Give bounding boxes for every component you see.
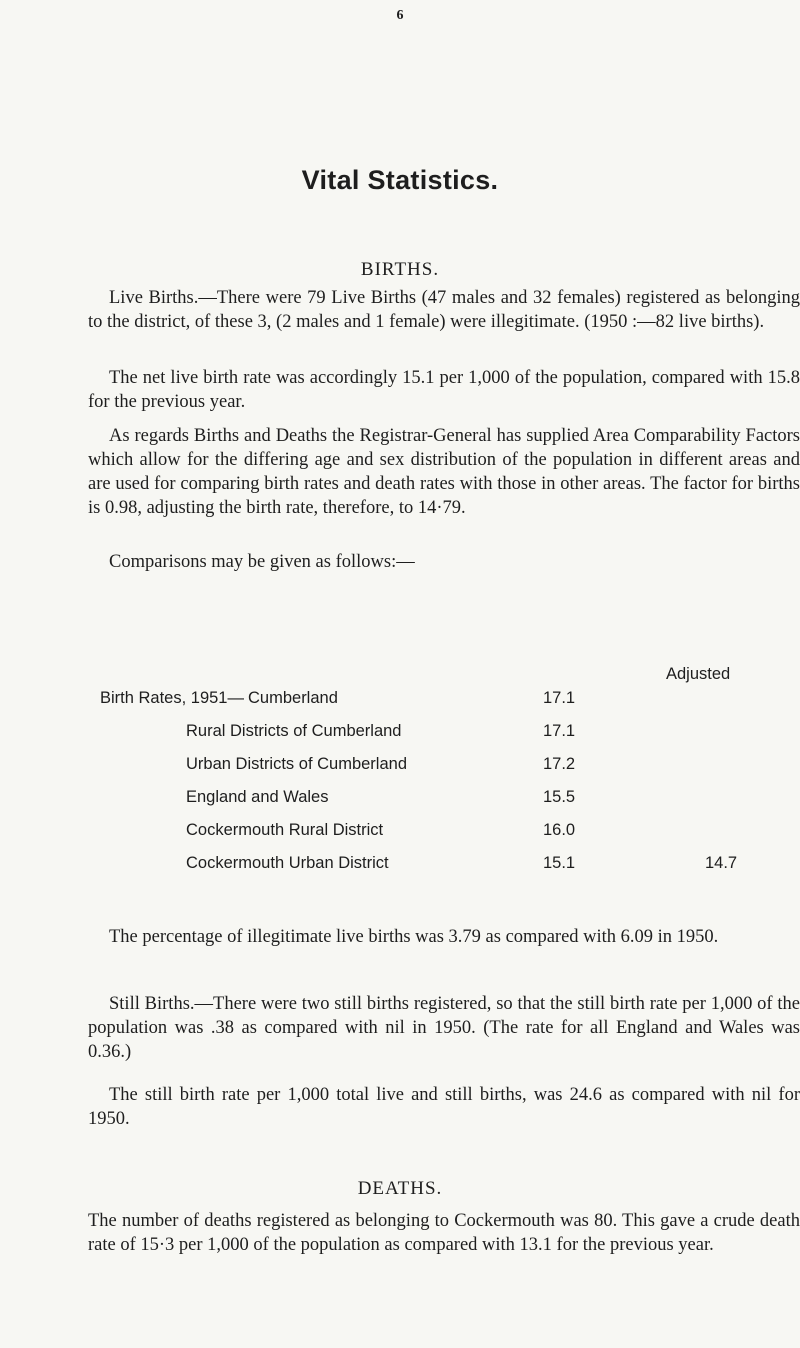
row-label: Rural Districts of Cumberland — [186, 722, 402, 740]
comparability-paragraph: As regards Births and Deaths the Registrar-General has supplied Area Comparability Factors which allow for the differing age and sex distribution of the population in different areas and are used for comparing birth rates and death rates with those in other areas. The factor for births is 0.98, adjusting the birth rate, therefore, to 14·79. — [88, 426, 800, 518]
page-number: 6 — [396, 8, 404, 23]
table-row — [100, 722, 780, 746]
deaths-paragraph: The number of deaths registered as belonging to Cockermouth was 80. This gave a crude death rate of 15·3 per 1,000 of the population as compared with 13.1 for the previous year. — [88, 1211, 800, 1255]
row-value: 17.2 — [543, 755, 576, 773]
illegitimate-percentage-paragraph: The percentage of illegitimate live births was 3.79 as compared with 6.09 in 1950. — [109, 927, 719, 947]
row-label: England and Wales — [186, 788, 329, 806]
row-value: 15.1 — [543, 854, 576, 872]
row-label: Cockermouth Urban District — [186, 854, 389, 872]
table-row — [100, 821, 780, 845]
still-birth-rate-paragraph: The still birth rate per 1,000 total live and still births, was 24.6 as compared with nil for 1950. — [88, 1085, 800, 1129]
document-title: Vital Statistics. — [301, 165, 499, 195]
births-heading: BIRTHS. — [360, 259, 440, 280]
table-row — [100, 755, 780, 779]
table-row — [100, 788, 780, 812]
table-row — [100, 854, 780, 878]
row-value: 15.5 — [543, 788, 576, 806]
deaths-heading: DEATHS. — [357, 1178, 443, 1199]
row-label: Cockermouth Rural District — [186, 821, 384, 839]
row-value: 17.1 — [543, 689, 576, 707]
birth-rate-paragraph: The net live birth rate was accordingly 15.1 per 1,000 of the population, compared with 15.8 for the previous year. — [88, 368, 800, 412]
row-prefix: Birth Rates, 1951— — [100, 689, 244, 707]
row-value: 16.0 — [543, 821, 576, 839]
row-label: Cumberland — [248, 689, 338, 707]
table-row — [100, 689, 780, 713]
row-adjusted: 14.7 — [705, 854, 738, 872]
comparisons-intro: Comparisons may be given as follows:— — [109, 552, 415, 572]
still-births-paragraph: Still Births.—There were two still births registered, so that the still birth rate per 1,000 of the population was .38 as compared with nil in 1950. (The rate for all England and Wales was 0.36.) — [88, 994, 800, 1062]
adjusted-column-header: Adjusted — [666, 665, 731, 683]
row-label: Urban Districts of Cumberland — [186, 755, 407, 773]
row-value: 17.1 — [543, 722, 576, 740]
live-births-paragraph: Live Births.—There were 79 Live Births (47 males and 32 females) registered as belonging to the district, of these 3, (2 males and 1 female) were illegitimate. (1950 :—82 live births). — [88, 288, 800, 332]
